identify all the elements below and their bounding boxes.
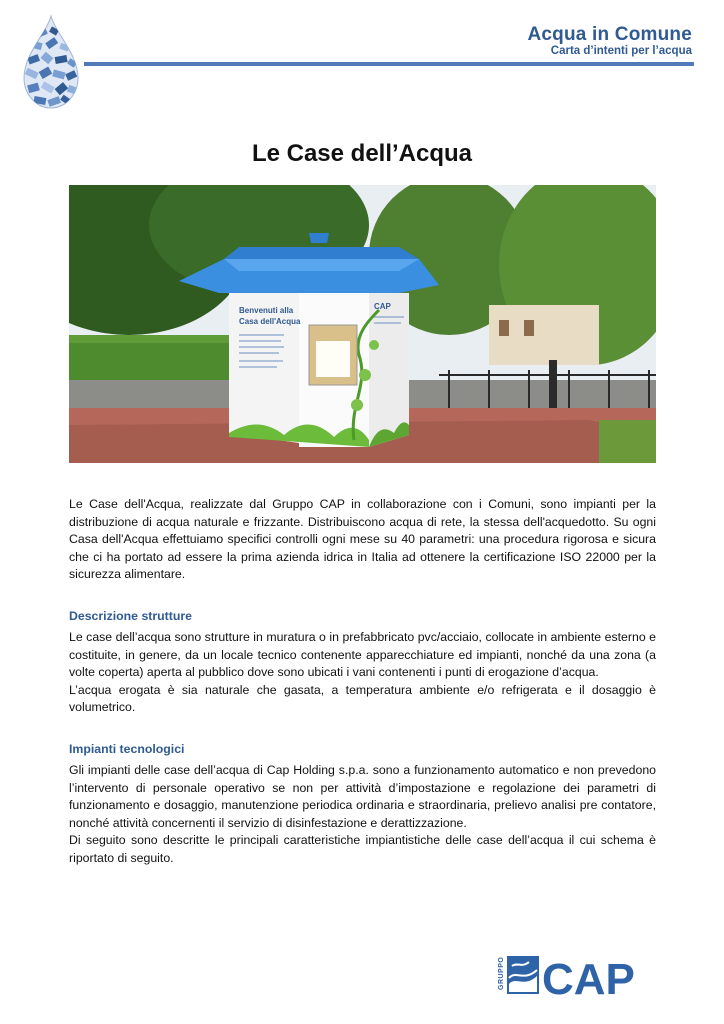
header-title: Acqua in Comune — [527, 24, 692, 45]
kiosk-brand: CAP — [374, 302, 391, 311]
section-heading-impianti: Impianti tecnologici — [69, 741, 185, 756]
header-rule — [84, 62, 694, 66]
water-kiosk-photo — [69, 185, 656, 463]
kiosk-illustration — [69, 185, 656, 463]
kiosk-sign-line2: Casa dell'Acqua — [239, 317, 301, 326]
kiosk-sign-line1: Benvenuti alla — [239, 306, 294, 315]
section-paragraph: Di seguito sono descritte le principali caratteristiche impiantistiche delle case dell’acqua il cui schema è riportato di seguito. — [69, 833, 656, 865]
cap-logo-prefix: GRUPPO — [498, 956, 505, 990]
section-paragraph: Le case dell’acqua sono strutture in muratura o in prefabbricato pvc/acciaio, collocate in ambiente esterno e costituite, in genere, da un locale tecnico contenente apparecchiature ed impianti, nonché da una zona (a volte coperta) aperta al pubblico dove sono ubicati i vani contenenti i punti di erogazione d’acqua. — [69, 630, 656, 679]
intro-paragraph: Le Case dell'Acqua, realizzate dal Gruppo CAP in collaborazione con i Comuni, sono impianti per la distribuzione di acqua naturale e frizzante. Distribuiscono acqua di rete, la stessa dell'acquedotto. Su ogni Casa dell'Acqua effettuiamo specifici controlli ogni mese su 40 parametri: una procedura rigorosa e sicura che ci ha portato ad essere la prima azienda idrica in Italia ad ottenere la certificazione ISO 22000 per la sicurezza alimentare. — [69, 497, 656, 581]
cap-logo — [494, 950, 659, 1002]
cap-wave-icon — [507, 956, 539, 994]
section-paragraph: L’acqua erogata è sia naturale che gasata, a temperatura ambiente e/o refrigerata e il dosaggio è volumetrico. — [69, 682, 656, 714]
page-header — [0, 0, 724, 110]
water-drop-mosaic-icon — [18, 14, 84, 110]
page-title: Le Case dell’Acqua — [251, 140, 473, 167]
section-paragraph: Gli impianti delle case dell’acqua di Cap Holding s.p.a. sono a funzionamento automatico e non prevedono l’intervento di personale operativo se non per attività d’impostazione e regolazione dei parametri di funzionamento e dosaggio, manutenzione periodica ordinaria e straordinaria, prelievo analisi pre contatore, nonché attività concernenti il servizio di disinfestazione e derattizzazione. — [69, 763, 656, 830]
cap-logo-name: CAP — [542, 955, 635, 1002]
header-subtitle: Carta d’intenti per l’acqua — [550, 45, 692, 57]
section-heading-descrizione: Descrizione strutture — [69, 608, 192, 623]
document-body — [69, 496, 656, 867]
